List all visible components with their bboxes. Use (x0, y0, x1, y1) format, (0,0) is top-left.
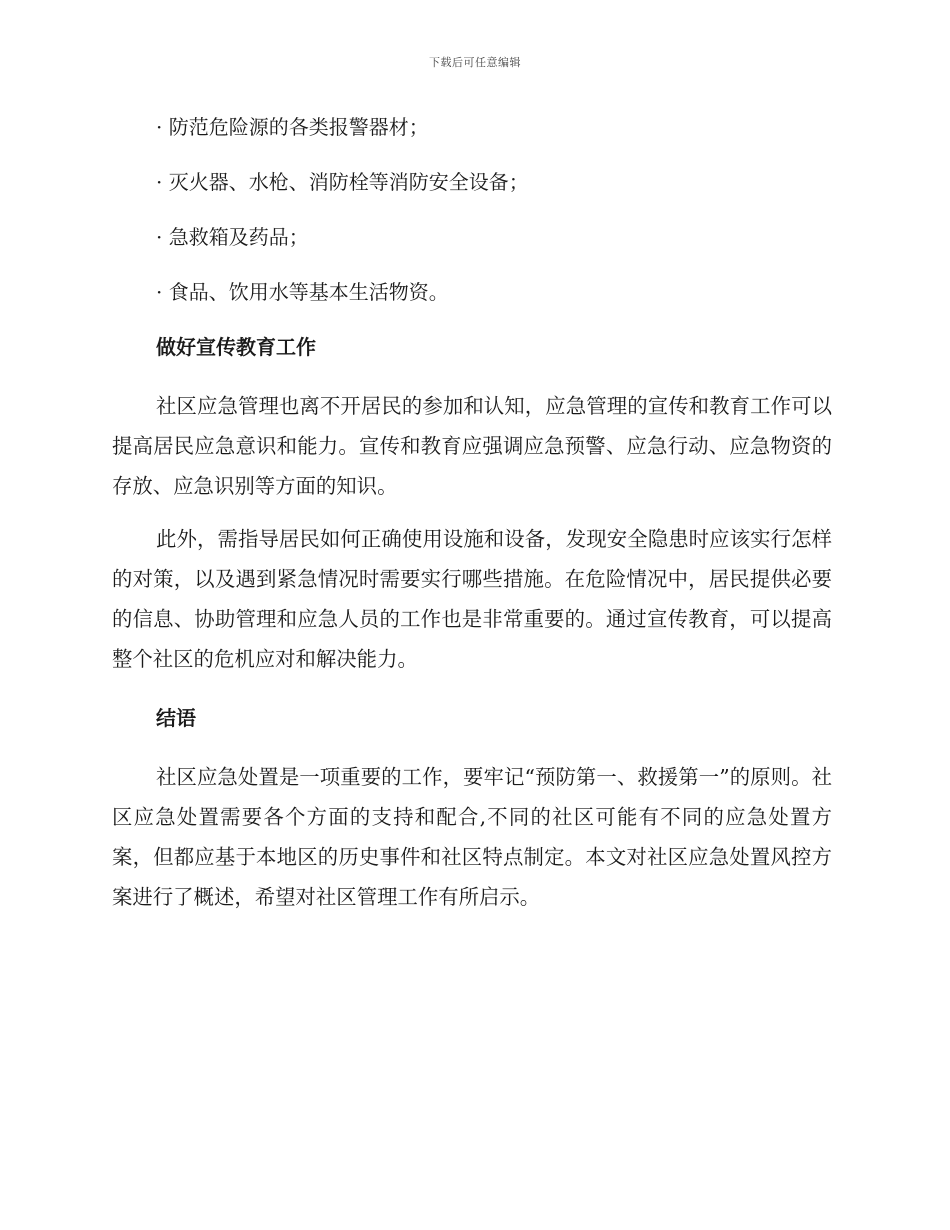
page-header: 下载后可任意编辑 (429, 56, 521, 69)
section-heading-conclusion: 结语 (156, 706, 196, 730)
paragraph: 社区应急处置是一项重要的工作，要牢记“预防第一、救援第一”的原则。社区应急处置需要各个方面的支持和配合,不同的社区可能有不同的应急处置方案，但都应基于本地区的历史事件和社区特点制定。本文对社区应急处置风控方案进行了概述，希望对社区管理工作有所启示。 (112, 765, 832, 909)
list-item: · 食品、饮用水等基本生活物资。 (156, 280, 449, 304)
equipment-list (112, 112, 832, 307)
paragraph: 社区应急管理也离不开居民的参加和认知，应急管理的宣传和教育工作可以提高居民应急意识和能力。宣传和教育应强调应急预警、应急行动、应急物资的存放、应急识别等方面的知识。 (112, 394, 832, 498)
list-item: · 急救箱及药品； (156, 225, 309, 249)
paragraph: 此外，需指导居民如何正确使用设施和设备，发现安全隐患时应该实行怎样的对策，以及遇到紧急情况时需要实行哪些措施。在危险情况中，居民提供必要的信息、协助管理和应急人员的工作也是非常重要的。通过宣传教育，可以提高整个社区的危机应对和解决能力。 (112, 527, 832, 671)
document-body (112, 112, 832, 930)
section-heading-education: 做好宣传教育工作 (156, 335, 316, 359)
list-item: · 灭火器、水枪、消防栓等消防安全设备； (156, 170, 529, 194)
list-item: · 防范危险源的各类报警器材； (156, 115, 429, 139)
